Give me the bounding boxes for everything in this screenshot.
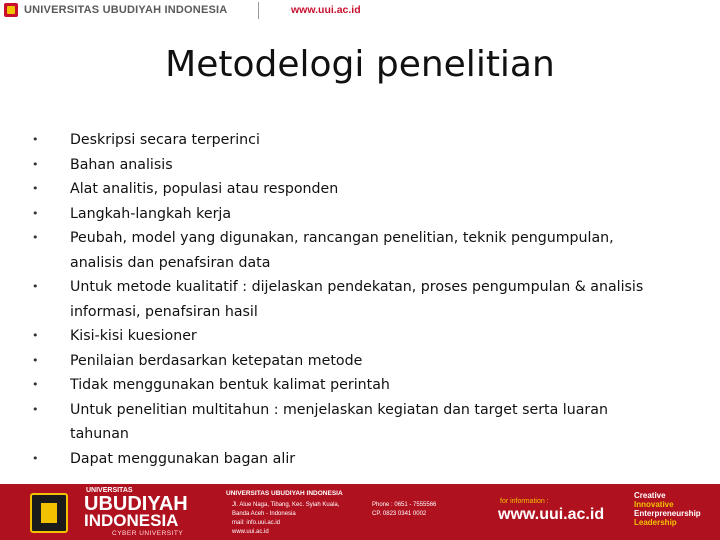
footer-logo-small: UNIVERSITAS: [86, 487, 133, 494]
bullet-item: [32, 128, 692, 153]
bullet-dot-icon: •: [32, 133, 39, 146]
footer-logo-tagline: CYBER UNIVERSITY: [112, 530, 184, 537]
bullet-dot-icon: •: [32, 353, 39, 367]
bullet-text-line: analisis dan penafsiran data: [70, 254, 271, 271]
header-university-name: UNIVERSITAS UBUDIYAH INDONESIA: [24, 4, 228, 16]
bullet-list: [32, 128, 692, 471]
bullet-text-line: Dapat menggunakan bagan alir: [70, 450, 296, 467]
top-header-bar: [0, 0, 720, 22]
bullet-item: [32, 226, 692, 275]
bullet-text-line: Kisi-kisi kuesioner: [70, 328, 197, 344]
phone-line: CP. 0823 0341 0002: [372, 511, 427, 517]
bullet-item: [32, 398, 692, 447]
bullet-item: [32, 324, 692, 349]
address-line: Jl. Alue Naga, Tibang, Kec. Syiah Kuala,: [232, 502, 340, 508]
bullet-dot-icon: •: [32, 206, 39, 220]
value-word: Leadership: [634, 518, 677, 527]
bullet-text-line: Bahan analisis: [70, 156, 173, 173]
bullet-item: [32, 177, 692, 202]
bullet-text-line: Tidak menggunakan bentuk kalimat perintah: [70, 377, 390, 393]
bullet-text-line: informasi, penafsiran hasil: [70, 303, 258, 320]
bullet-dot-icon: •: [32, 157, 39, 171]
bullet-text-line: Untuk penelitian multitahun : menjelaskan kegiatan dan target serta luaran: [70, 401, 608, 418]
bullet-dot-icon: •: [32, 182, 39, 195]
footer-website: www.uui.ac.id: [498, 506, 605, 523]
phone-line: Phone : 0651 - 7555566: [372, 502, 437, 508]
bullet-dot-icon: •: [32, 402, 39, 416]
header-divider: [258, 2, 259, 19]
bullet-item: [32, 275, 692, 324]
footer-values: [634, 491, 701, 527]
footer-logo-sub: INDONESIA: [84, 511, 179, 530]
bullet-text-line: Deskripsi secara terperinci: [70, 132, 260, 148]
bullet-text-line: Langkah-langkah kerja: [70, 205, 232, 222]
bullet-dot-icon: •: [32, 280, 39, 293]
bullet-item: [32, 373, 692, 398]
bullet-text-line: Penilaian berdasarkan ketepatan metode: [70, 352, 363, 369]
bullet-dot-icon: •: [32, 231, 39, 244]
university-logo-icon: [4, 3, 18, 17]
footer-logo-main: UBUDIYAH: [84, 493, 188, 515]
footer-info-label: for information :: [500, 498, 549, 505]
bullet-dot-icon: •: [32, 329, 39, 342]
bullet-item: [32, 202, 692, 227]
address-line: www.uui.ac.id: [232, 529, 269, 535]
address-line: Banda Aceh - Indonesia: [232, 511, 296, 517]
bullet-item: [32, 349, 692, 374]
bullet-text-line: Peubah, model yang digunakan, rancangan penelitian, teknik pengumpulan,: [70, 230, 614, 246]
value-word: Innovative: [634, 500, 674, 509]
header-website: www.uui.ac.id: [291, 4, 361, 16]
footer-banner: [0, 484, 720, 540]
bullet-item: [32, 447, 692, 472]
bullet-dot-icon: •: [32, 378, 39, 391]
bullet-item: [32, 153, 692, 178]
value-word: Creative: [634, 491, 666, 500]
bullet-text-line: Untuk metode kualitatif : dijelaskan pendekatan, proses pengumpulan & analisis: [70, 279, 644, 295]
crest-icon: [30, 493, 68, 533]
footer-address: [232, 501, 339, 537]
slide-title: Metodelogi penelitian: [165, 44, 555, 85]
bullet-text-line: tahunan: [70, 426, 129, 442]
address-line: mail: info.uui.ac.id: [232, 520, 281, 526]
footer-phone: [372, 501, 436, 519]
bullet-dot-icon: •: [32, 451, 39, 465]
value-word: Enterpreneurship: [634, 509, 701, 518]
footer-center-title: UNIVERSITAS UBUDIYAH INDONESIA: [226, 490, 343, 497]
bullet-text-line: Alat analitis, populasi atau responden: [70, 181, 339, 197]
